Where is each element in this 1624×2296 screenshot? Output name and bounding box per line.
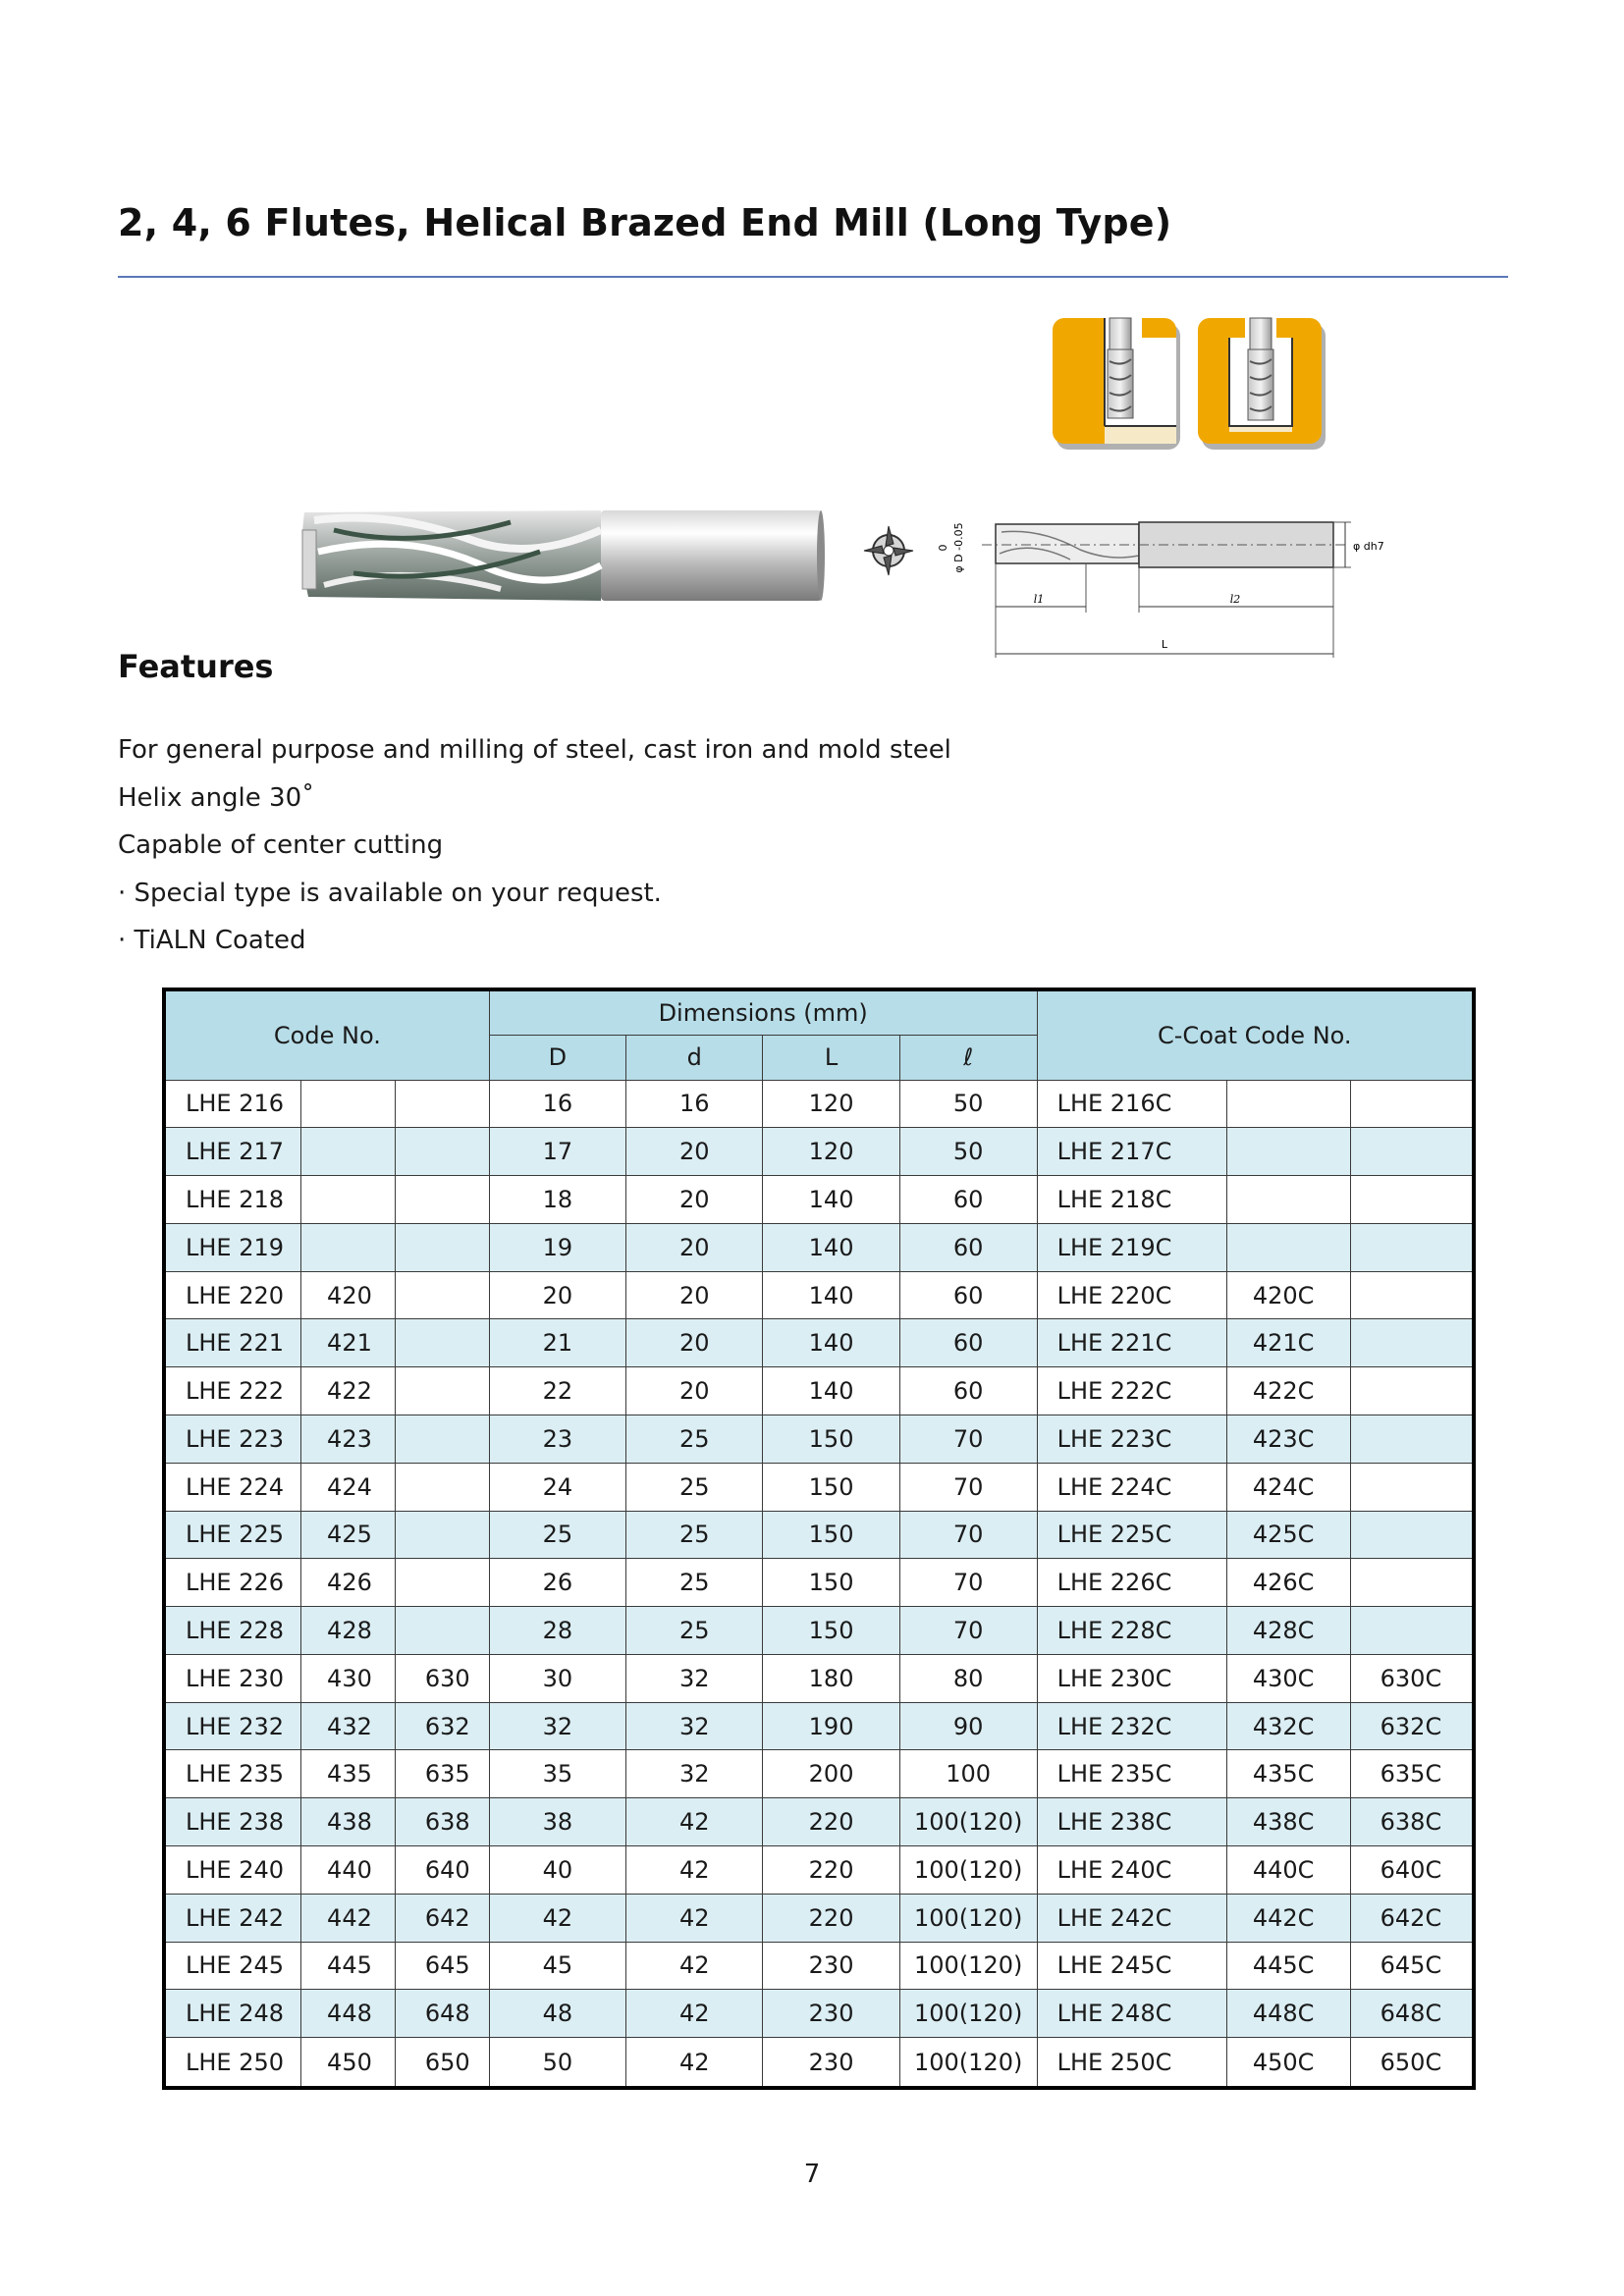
cell-code-4flute: 442 [301, 1894, 396, 1942]
table-row [164, 1607, 1474, 1655]
cell-dim-l: 90 [899, 1702, 1037, 1750]
cell-code-2flute: LHE 240 [164, 1846, 301, 1895]
cell-dim-d: 20 [626, 1176, 763, 1224]
cell-ccoat-6flute [1350, 1367, 1474, 1415]
cell-code-6flute [395, 1367, 489, 1415]
cell-dim-l: 100 [899, 1750, 1037, 1798]
cell-dim-L: 150 [763, 1559, 899, 1607]
cell-code-2flute: LHE 235 [164, 1750, 301, 1798]
cell-ccoat-4flute: 438C [1226, 1798, 1350, 1846]
cell-dim-D: 50 [489, 2038, 625, 2088]
cell-dim-d: 20 [626, 1128, 763, 1176]
table-row [164, 1894, 1474, 1942]
table-row [164, 1319, 1474, 1367]
cell-code-2flute: LHE 217 [164, 1128, 301, 1176]
cell-ccoat-2flute: LHE 232C [1037, 1702, 1226, 1750]
table-row [164, 1511, 1474, 1559]
cell-ccoat-6flute: 645C [1350, 1942, 1474, 1990]
table-row [164, 1367, 1474, 1415]
features-heading: Features [118, 648, 274, 685]
page-title: 2, 4, 6 Flutes, Helical Brazed End Mill (Long Type) [118, 201, 1172, 244]
cell-dim-l: 60 [899, 1367, 1037, 1415]
cell-ccoat-2flute: LHE 238C [1037, 1798, 1226, 1846]
cell-dim-L: 140 [763, 1176, 899, 1224]
cell-dim-d: 20 [626, 1271, 763, 1319]
cell-dim-L: 140 [763, 1319, 899, 1367]
cell-code-6flute: 632 [395, 1702, 489, 1750]
end-mill-product-image [295, 491, 825, 618]
cell-dim-d: 32 [626, 1654, 763, 1702]
cell-code-4flute: 448 [301, 1990, 396, 2038]
cell-dim-D: 38 [489, 1798, 625, 1846]
cell-dim-d: 42 [626, 1894, 763, 1942]
cell-ccoat-2flute: LHE 216C [1037, 1080, 1226, 1128]
cell-dim-D: 26 [489, 1559, 625, 1607]
cell-dim-l: 50 [899, 1080, 1037, 1128]
cell-dim-l: 70 [899, 1415, 1037, 1463]
table-row [164, 1942, 1474, 1990]
cell-ccoat-2flute: LHE 220C [1037, 1271, 1226, 1319]
table-row [164, 1463, 1474, 1511]
cell-code-2flute: LHE 248 [164, 1990, 301, 2038]
cell-code-4flute: 421 [301, 1319, 396, 1367]
cell-ccoat-4flute: 440C [1226, 1846, 1350, 1895]
cell-code-4flute: 420 [301, 1271, 396, 1319]
cell-code-6flute: 630 [395, 1654, 489, 1702]
cell-dim-d: 25 [626, 1607, 763, 1655]
cell-dim-D: 23 [489, 1415, 625, 1463]
cell-dim-L: 140 [763, 1367, 899, 1415]
table-row [164, 1702, 1474, 1750]
header-ccoat-code-no: C-Coat Code No. [1037, 989, 1474, 1080]
cell-ccoat-4flute: 430C [1226, 1654, 1350, 1702]
application-shoulder-milling-illustration [1051, 316, 1184, 454]
cell-code-2flute: LHE 218 [164, 1176, 301, 1224]
cell-code-2flute: LHE 222 [164, 1367, 301, 1415]
cell-dim-d: 42 [626, 1990, 763, 2038]
cell-dim-l: 100(120) [899, 1894, 1037, 1942]
cell-dim-d: 16 [626, 1080, 763, 1128]
cell-dim-L: 140 [763, 1223, 899, 1271]
cell-dim-L: 230 [763, 1942, 899, 1990]
cell-code-4flute [301, 1080, 396, 1128]
drawing-label-shank-diameter: φ dh7 [1353, 540, 1384, 553]
table-row [164, 1415, 1474, 1463]
table-row [164, 1080, 1474, 1128]
cell-ccoat-6flute [1350, 1223, 1474, 1271]
table-body [164, 1080, 1474, 2088]
cell-code-4flute [301, 1176, 396, 1224]
cell-dim-d: 42 [626, 1798, 763, 1846]
cell-dim-L: 230 [763, 1990, 899, 2038]
cell-code-6flute [395, 1176, 489, 1224]
cell-dim-D: 42 [489, 1894, 625, 1942]
cell-dim-l: 60 [899, 1223, 1037, 1271]
cell-code-6flute [395, 1319, 489, 1367]
cell-dim-d: 42 [626, 1846, 763, 1895]
feature-item: · Special type is available on your request. [118, 878, 662, 908]
cell-code-2flute: LHE 245 [164, 1942, 301, 1990]
cell-code-4flute: 450 [301, 2038, 396, 2088]
cell-code-4flute: 432 [301, 1702, 396, 1750]
cell-ccoat-4flute: 432C [1226, 1702, 1350, 1750]
cell-dim-D: 18 [489, 1176, 625, 1224]
cell-dim-L: 120 [763, 1080, 899, 1128]
cell-code-4flute: 425 [301, 1511, 396, 1559]
cell-dim-D: 16 [489, 1080, 625, 1128]
cell-ccoat-6flute: 630C [1350, 1654, 1474, 1702]
table-row [164, 1176, 1474, 1224]
header-L: L [763, 1035, 899, 1080]
cell-ccoat-4flute: 425C [1226, 1511, 1350, 1559]
header-D: D [489, 1035, 625, 1080]
header-code-no: Code No. [164, 989, 489, 1080]
cell-code-2flute: LHE 224 [164, 1463, 301, 1511]
cell-ccoat-4flute [1226, 1176, 1350, 1224]
cell-ccoat-2flute: LHE 250C [1037, 2038, 1226, 2088]
cell-dim-D: 24 [489, 1463, 625, 1511]
cell-dim-L: 200 [763, 1750, 899, 1798]
table-row [164, 1128, 1474, 1176]
feature-item: Helix angle 30˚ [118, 782, 315, 813]
cell-dim-l: 100(120) [899, 2038, 1037, 2088]
cell-dim-d: 20 [626, 1223, 763, 1271]
header-l: ℓ [899, 1035, 1037, 1080]
cell-dim-L: 220 [763, 1798, 899, 1846]
specification-table [162, 988, 1476, 2090]
cell-dim-d: 42 [626, 2038, 763, 2088]
cell-dim-L: 190 [763, 1702, 899, 1750]
cell-ccoat-2flute: LHE 248C [1037, 1990, 1226, 2038]
cell-dim-d: 25 [626, 1415, 763, 1463]
drawing-label-l2: l2 [1229, 593, 1241, 606]
technical-dimension-drawing [923, 510, 1384, 667]
cell-ccoat-2flute: LHE 226C [1037, 1559, 1226, 1607]
cell-code-4flute: 430 [301, 1654, 396, 1702]
table-row [164, 1750, 1474, 1798]
cell-ccoat-6flute [1350, 1511, 1474, 1559]
cell-code-4flute: 422 [301, 1367, 396, 1415]
table-row [164, 1654, 1474, 1702]
cell-dim-L: 150 [763, 1607, 899, 1655]
header-d: d [626, 1035, 763, 1080]
cell-code-4flute: 423 [301, 1415, 396, 1463]
cell-dim-d: 25 [626, 1559, 763, 1607]
cell-ccoat-2flute: LHE 221C [1037, 1319, 1226, 1367]
drawing-label-l1: l1 [1033, 593, 1045, 606]
cell-ccoat-2flute: LHE 235C [1037, 1750, 1226, 1798]
cell-dim-l: 50 [899, 1128, 1037, 1176]
cell-dim-d: 25 [626, 1511, 763, 1559]
cell-dim-D: 20 [489, 1271, 625, 1319]
cell-dim-d: 32 [626, 1750, 763, 1798]
cell-code-4flute: 438 [301, 1798, 396, 1846]
cell-code-2flute: LHE 223 [164, 1415, 301, 1463]
cell-ccoat-6flute [1350, 1463, 1474, 1511]
cell-code-6flute [395, 1080, 489, 1128]
cell-code-6flute: 650 [395, 2038, 489, 2088]
cell-ccoat-4flute: 448C [1226, 1990, 1350, 2038]
cell-ccoat-4flute [1226, 1223, 1350, 1271]
cell-code-6flute: 648 [395, 1990, 489, 2038]
cell-dim-D: 32 [489, 1702, 625, 1750]
cell-ccoat-2flute: LHE 224C [1037, 1463, 1226, 1511]
cell-ccoat-4flute: 435C [1226, 1750, 1350, 1798]
cell-ccoat-2flute: LHE 219C [1037, 1223, 1226, 1271]
cell-dim-D: 28 [489, 1607, 625, 1655]
cell-dim-l: 70 [899, 1607, 1037, 1655]
cell-dim-L: 120 [763, 1128, 899, 1176]
cell-ccoat-6flute [1350, 1176, 1474, 1224]
cell-code-6flute [395, 1607, 489, 1655]
cell-code-6flute [395, 1415, 489, 1463]
cell-ccoat-2flute: LHE 230C [1037, 1654, 1226, 1702]
cell-ccoat-6flute [1350, 1128, 1474, 1176]
cell-dim-d: 32 [626, 1702, 763, 1750]
cell-code-2flute: LHE 232 [164, 1702, 301, 1750]
cell-dim-L: 140 [763, 1271, 899, 1319]
header-dimensions: Dimensions (mm) [489, 989, 1037, 1035]
feature-item: · TiALN Coated [118, 926, 306, 955]
cell-code-2flute: LHE 250 [164, 2038, 301, 2088]
cell-dim-l: 100(120) [899, 1990, 1037, 2038]
cell-code-2flute: LHE 220 [164, 1271, 301, 1319]
cell-dim-L: 150 [763, 1511, 899, 1559]
cell-dim-D: 25 [489, 1511, 625, 1559]
cell-dim-l: 80 [899, 1654, 1037, 1702]
cell-dim-d: 42 [626, 1942, 763, 1990]
cell-ccoat-4flute: 422C [1226, 1367, 1350, 1415]
cell-ccoat-2flute: LHE 218C [1037, 1176, 1226, 1224]
cell-dim-L: 220 [763, 1894, 899, 1942]
cell-code-6flute [395, 1463, 489, 1511]
cell-dim-d: 20 [626, 1367, 763, 1415]
cell-ccoat-6flute: 640C [1350, 1846, 1474, 1895]
cell-ccoat-4flute: 421C [1226, 1319, 1350, 1367]
cell-code-6flute [395, 1128, 489, 1176]
cell-dim-l: 60 [899, 1176, 1037, 1224]
cell-dim-l: 100(120) [899, 1846, 1037, 1895]
cell-ccoat-6flute [1350, 1319, 1474, 1367]
cell-code-6flute: 642 [395, 1894, 489, 1942]
table-row [164, 1223, 1474, 1271]
cell-code-2flute: LHE 226 [164, 1559, 301, 1607]
table-row [164, 1798, 1474, 1846]
cell-code-2flute: LHE 242 [164, 1894, 301, 1942]
drawing-label-diameter: φ D -0.05 [952, 522, 965, 573]
table-row [164, 1271, 1474, 1319]
cell-dim-L: 220 [763, 1846, 899, 1895]
cell-code-4flute: 426 [301, 1559, 396, 1607]
cell-dim-D: 19 [489, 1223, 625, 1271]
cell-code-4flute: 440 [301, 1846, 396, 1895]
cell-ccoat-4flute: 450C [1226, 2038, 1350, 2088]
cell-ccoat-4flute: 442C [1226, 1894, 1350, 1942]
cell-code-4flute: 428 [301, 1607, 396, 1655]
cell-code-6flute: 635 [395, 1750, 489, 1798]
cell-ccoat-6flute [1350, 1559, 1474, 1607]
cell-code-2flute: LHE 221 [164, 1319, 301, 1367]
cell-dim-L: 230 [763, 2038, 899, 2088]
feature-item: Capable of center cutting [118, 830, 444, 860]
cell-dim-l: 100(120) [899, 1798, 1037, 1846]
cell-code-2flute: LHE 230 [164, 1654, 301, 1702]
cell-ccoat-2flute: LHE 217C [1037, 1128, 1226, 1176]
cell-dim-D: 22 [489, 1367, 625, 1415]
cell-dim-l: 60 [899, 1271, 1037, 1319]
cell-dim-l: 100(120) [899, 1942, 1037, 1990]
table-row [164, 1990, 1474, 2038]
feature-item: For general purpose and milling of steel, cast iron and mold steel [118, 735, 951, 765]
cell-ccoat-6flute [1350, 1607, 1474, 1655]
cell-code-6flute: 638 [395, 1798, 489, 1846]
cell-code-2flute: LHE 238 [164, 1798, 301, 1846]
cell-dim-D: 40 [489, 1846, 625, 1895]
cell-ccoat-4flute [1226, 1080, 1350, 1128]
cell-dim-D: 45 [489, 1942, 625, 1990]
cell-dim-L: 150 [763, 1415, 899, 1463]
cell-ccoat-6flute [1350, 1080, 1474, 1128]
cell-ccoat-2flute: LHE 228C [1037, 1607, 1226, 1655]
cell-ccoat-2flute: LHE 242C [1037, 1894, 1226, 1942]
cell-ccoat-2flute: LHE 225C [1037, 1511, 1226, 1559]
cell-code-4flute: 435 [301, 1750, 396, 1798]
cell-code-2flute: LHE 228 [164, 1607, 301, 1655]
cell-dim-D: 21 [489, 1319, 625, 1367]
cell-dim-l: 60 [899, 1319, 1037, 1367]
title-divider [118, 276, 1508, 278]
cell-ccoat-6flute: 650C [1350, 2038, 1474, 2088]
cell-ccoat-2flute: LHE 222C [1037, 1367, 1226, 1415]
drawing-label-tolerance-top: 0 [937, 544, 949, 552]
cell-code-2flute: LHE 216 [164, 1080, 301, 1128]
cell-ccoat-6flute: 648C [1350, 1990, 1474, 2038]
cell-code-6flute [395, 1271, 489, 1319]
cell-dim-D: 35 [489, 1750, 625, 1798]
cell-code-6flute [395, 1511, 489, 1559]
end-view-cross-section [856, 518, 921, 583]
cell-dim-L: 180 [763, 1654, 899, 1702]
cell-ccoat-4flute: 420C [1226, 1271, 1350, 1319]
cell-ccoat-4flute: 423C [1226, 1415, 1350, 1463]
cell-ccoat-4flute: 445C [1226, 1942, 1350, 1990]
cell-ccoat-6flute: 638C [1350, 1798, 1474, 1846]
cell-code-2flute: LHE 225 [164, 1511, 301, 1559]
cell-dim-l: 70 [899, 1511, 1037, 1559]
cell-code-4flute [301, 1223, 396, 1271]
cell-ccoat-2flute: LHE 245C [1037, 1942, 1226, 1990]
cell-ccoat-4flute: 426C [1226, 1559, 1350, 1607]
page-number: 7 [803, 2160, 821, 2189]
cell-ccoat-6flute: 635C [1350, 1750, 1474, 1798]
cell-ccoat-6flute: 642C [1350, 1894, 1474, 1942]
features-list [118, 726, 951, 965]
table-row [164, 1846, 1474, 1895]
cell-ccoat-4flute: 424C [1226, 1463, 1350, 1511]
cell-code-6flute [395, 1559, 489, 1607]
cell-code-6flute: 640 [395, 1846, 489, 1895]
cell-code-4flute [301, 1128, 396, 1176]
cell-ccoat-4flute [1226, 1128, 1350, 1176]
cell-dim-l: 70 [899, 1559, 1037, 1607]
cell-dim-D: 48 [489, 1990, 625, 2038]
table-row [164, 1559, 1474, 1607]
cell-ccoat-4flute: 428C [1226, 1607, 1350, 1655]
application-slot-milling-illustration [1196, 316, 1329, 454]
cell-dim-L: 150 [763, 1463, 899, 1511]
cell-code-4flute: 424 [301, 1463, 396, 1511]
cell-ccoat-2flute: LHE 223C [1037, 1415, 1226, 1463]
drawing-label-total-length: L [1161, 638, 1168, 651]
cell-code-4flute: 445 [301, 1942, 396, 1990]
cell-ccoat-6flute [1350, 1271, 1474, 1319]
cell-ccoat-6flute [1350, 1415, 1474, 1463]
cell-ccoat-2flute: LHE 240C [1037, 1846, 1226, 1895]
cell-code-2flute: LHE 219 [164, 1223, 301, 1271]
cell-dim-D: 17 [489, 1128, 625, 1176]
cell-dim-D: 30 [489, 1654, 625, 1702]
cell-code-6flute [395, 1223, 489, 1271]
cell-code-6flute: 645 [395, 1942, 489, 1990]
cell-dim-d: 25 [626, 1463, 763, 1511]
cell-dim-d: 20 [626, 1319, 763, 1367]
table-row [164, 2038, 1474, 2088]
cell-ccoat-6flute: 632C [1350, 1702, 1474, 1750]
cell-dim-l: 70 [899, 1463, 1037, 1511]
